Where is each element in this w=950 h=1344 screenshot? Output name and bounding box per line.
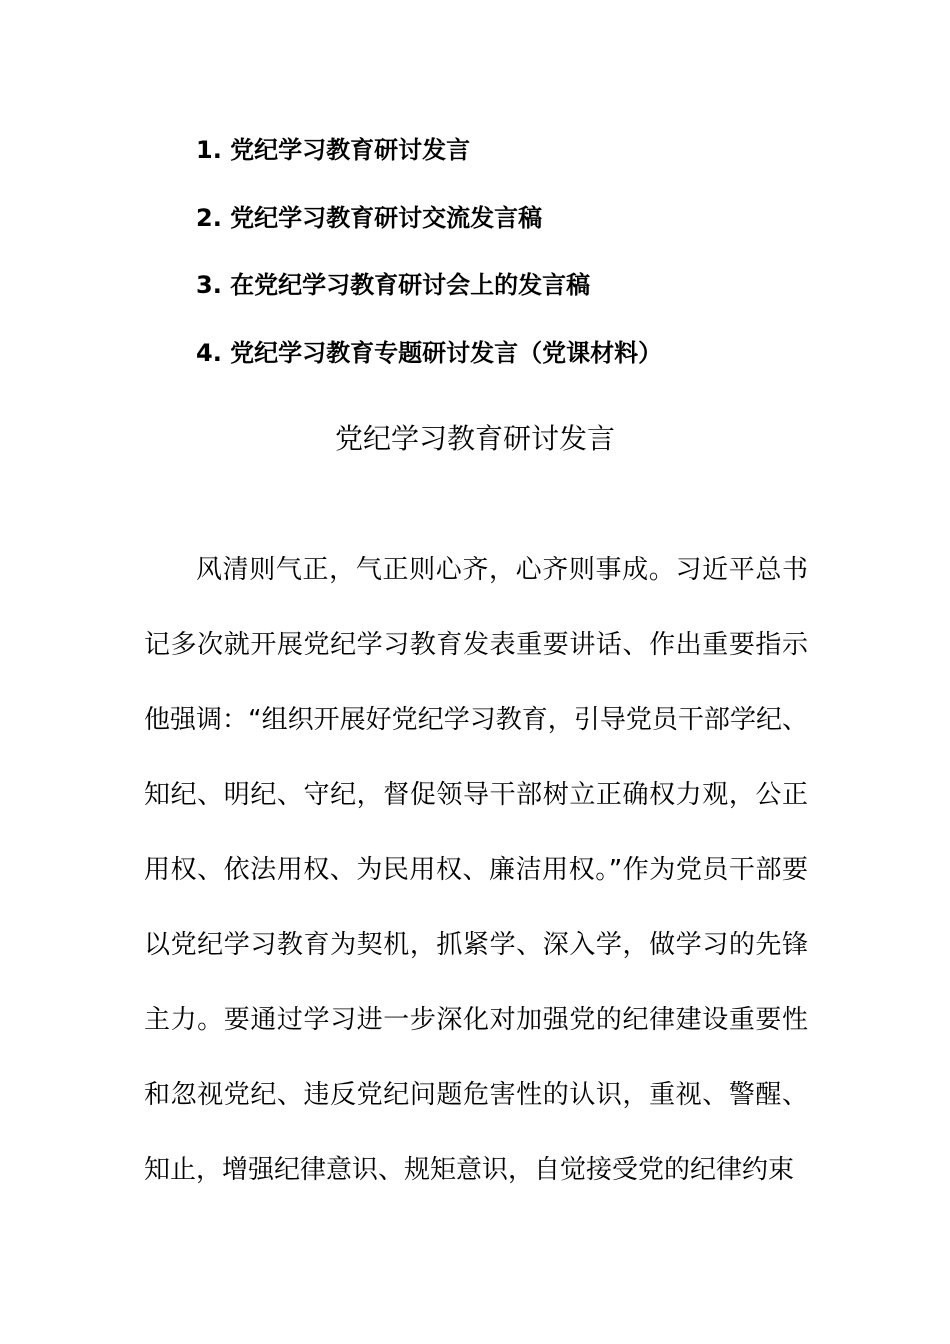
toc-item-3: 3. 在党纪学习教育研讨会上的发言稿 [196,271,591,299]
table-of-contents [196,130,816,400]
document-title: 党纪学习教育研讨发言 [334,422,615,455]
toc-item-2: 2. 党纪学习教育研讨交流发言稿 [196,203,543,232]
body-paragraph: 风清则气正，气正则心齐，心齐则事成。习近平总书记多次就开展党纪学习教育发表重要讲话、作出重要指示他强调：“组织开展好党纪学习教育，引导党员干部学纪、知纪、明纪、守纪，督促领导干部树立正确权力观，公正用权、依法用权、为民用权、廉洁用权。”作为党员干部要以党纪学习教育为契机，抓紧学、深入学，做学习的先锋主力。要通过学习进一步深化对加强党的纪律建设重要性和忽视党纪、违反党纪问题危害性的认识，重视、警醒、知止，增强纪律意识、规矩意识，自觉接受党的纪律约束 [144,555,808,1185]
toc-item-4: 4. 党纪学习教育专题研讨发言（党课材料） [196,338,663,367]
toc-item-1: 1. 党纪学习教育研讨发言 [196,136,471,164]
